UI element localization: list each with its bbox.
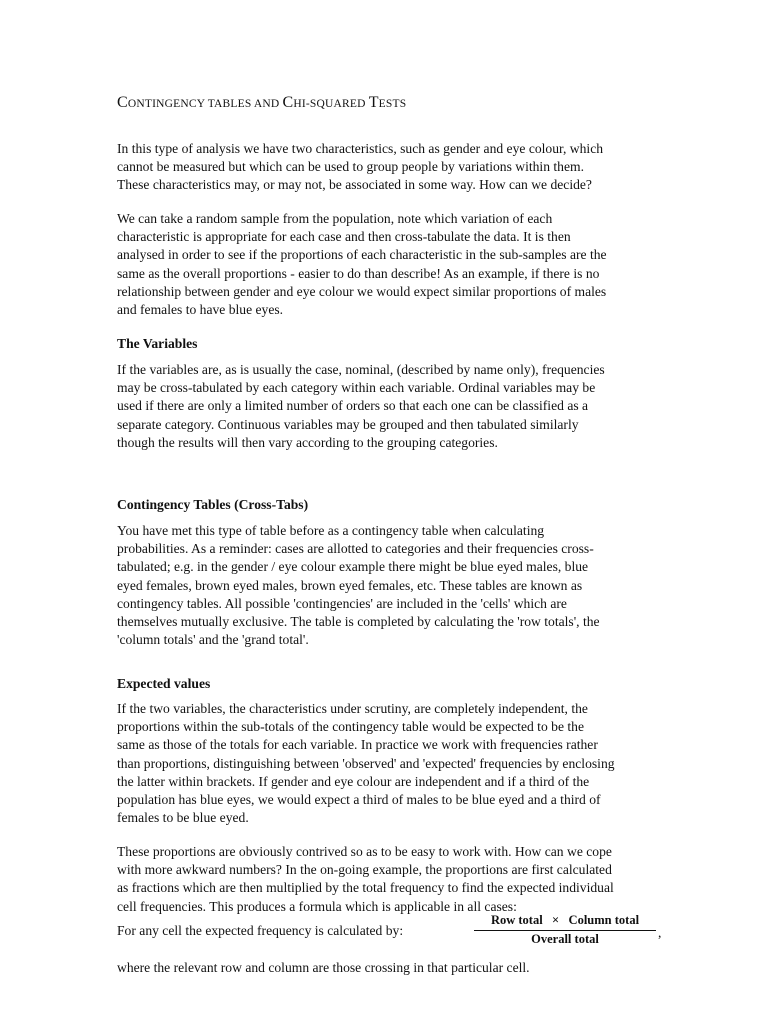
- text-line: tabulated; e.g. in the gender / eye colour example there might be blue eyed males, blue: [117, 559, 589, 575]
- text-line: cannot be measured but which can be used to group people by variations within them.: [117, 159, 584, 175]
- text-line: than proportions, distinguishing between 'observed' and 'expected' frequencies by enclosing: [117, 755, 615, 771]
- contingency-heading: Contingency Tables (Cross-Tabs): [117, 497, 309, 512]
- text-line: same as the overall proportions - easier to do than describe! As an example, if there is no: [117, 265, 600, 281]
- text-line: cell frequencies. This produces a formula which is applicable in all cases:: [117, 898, 517, 914]
- text-line: themselves mutually exclusive. The table is completed by calculating the 'row totals', the: [117, 614, 600, 630]
- closing-sentence: where the relevant row and column are those crossing in that particular cell.: [117, 960, 530, 975]
- expected-heading: Expected values: [117, 676, 211, 691]
- text-line: proportions within the sub-totals of the contingency table would be expected to be the: [117, 719, 584, 735]
- text-line: 'column totals' and the 'grand total'.: [117, 632, 309, 648]
- title-part: ONTINGENCY TABLES AND: [127, 98, 283, 110]
- text-line: used if there are only a limited number of orders so that each one can be classified as a: [117, 398, 589, 414]
- text-line: If the variables are, as is usually the case, nominal, (described by name only), frequencies: [117, 362, 605, 377]
- title-initial: C: [282, 94, 294, 111]
- sample-paragraph: [117, 210, 677, 319]
- text-line: In this type of analysis we have two characteristics, such as gender and eye colour, which: [117, 141, 604, 156]
- text-line: with more awkward numbers? In the on-going example, the proportions are first calculated: [117, 862, 612, 878]
- title-part: ESTS: [378, 98, 407, 110]
- contingency-paragraph: [117, 522, 677, 649]
- variables-paragraph: [117, 361, 677, 452]
- formula-numerator: Row total × Column total: [490, 913, 640, 927]
- text-line: analysed in order to see if the proportions of each characteristic in the sub-samples are the: [117, 247, 607, 263]
- text-line: characteristic is appropriate for each case and then cross-tabulate the data. It is then: [117, 229, 571, 245]
- formula-lead-text: For any cell the expected frequency is calculated by:: [117, 923, 404, 938]
- intro-paragraph: [117, 140, 677, 195]
- text-line: These characteristics may, or may not, be associated in some way. How can we decide?: [117, 177, 592, 193]
- document-title: [117, 94, 406, 112]
- text-line: These proportions are obviously contrived so as to be easy to work with. How can we cope: [117, 844, 612, 859]
- text-line: probabilities. As a reminder: cases are allotted to categories and their frequencies cross-: [117, 541, 594, 557]
- text-line: If the two variables, the characteristics under scrutiny, are completely independent, the: [117, 701, 588, 716]
- proportions-paragraph: [117, 843, 677, 916]
- text-line: separate category. Continuous variables may be grouped and then tabulated similarly: [117, 416, 579, 432]
- text-line: same as those of the totals for each variable. In practice we work with frequencies rather: [117, 737, 598, 753]
- title-initial: C: [117, 94, 128, 111]
- text-line: may be cross-tabulated by each category within each variable. Ordinal variables may be: [117, 380, 596, 396]
- text-line: eyed females, brown eyed males, brown eyed females, etc. These tables are known as: [117, 577, 583, 593]
- title-part: HI-SQUARED: [293, 98, 369, 110]
- text-line: the latter within brackets. If gender and eye colour are independent and if a third of the: [117, 773, 590, 789]
- text-line: though the results will then vary according to the grouping categories.: [117, 434, 498, 450]
- text-line: population has blue eyes, we would expect a third of males to be blue eyed and a third of: [117, 792, 601, 808]
- text-line: and females to have blue eyes.: [117, 302, 284, 318]
- text-line: females to be blue eyed.: [117, 810, 249, 826]
- text-line: relationship between gender and eye colour we would expect similar proportions of males: [117, 283, 607, 299]
- formula-denominator: Overall total: [531, 932, 599, 946]
- text-line: as fractions which are then multiplied by the total frequency to find the expected individual: [117, 880, 614, 896]
- expected-frequency-formula: [470, 913, 660, 947]
- text-line: contingency tables. All possible 'contingencies' are included in the 'cells' which are: [117, 595, 567, 611]
- expected-paragraph: [117, 700, 677, 827]
- title-initial: T: [368, 94, 379, 111]
- variables-heading: The Variables: [117, 336, 198, 351]
- text-line: You have met this type of table before as a contingency table when calculating: [117, 523, 545, 538]
- text-line: We can take a random sample from the population, note which variation of each: [117, 211, 553, 226]
- formula-comma: ,: [658, 925, 662, 940]
